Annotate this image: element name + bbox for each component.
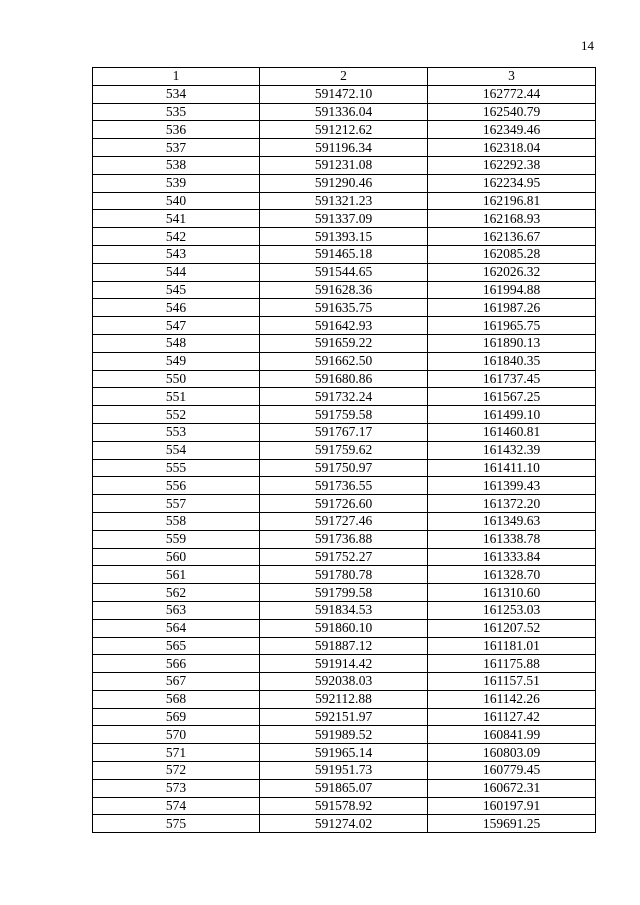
- point-number-cell: 574: [93, 797, 260, 815]
- table-row: [93, 263, 596, 281]
- y-coordinate-cell: 161333.84: [428, 548, 596, 566]
- table-row: [93, 512, 596, 530]
- table-row: [93, 548, 596, 566]
- table-row: [93, 601, 596, 619]
- point-number-cell: 564: [93, 619, 260, 637]
- x-coordinate-cell: 591951.73: [260, 762, 428, 780]
- y-coordinate-cell: 160841.99: [428, 726, 596, 744]
- point-number-cell: 539: [93, 174, 260, 192]
- x-coordinate-cell: 591726.60: [260, 495, 428, 513]
- table-row: [93, 317, 596, 335]
- table-row: [93, 708, 596, 726]
- y-coordinate-cell: 160803.09: [428, 744, 596, 762]
- table-row: [93, 139, 596, 157]
- y-coordinate-cell: 159691.25: [428, 815, 596, 833]
- y-coordinate-cell: 161840.35: [428, 352, 596, 370]
- x-coordinate-cell: 591642.93: [260, 317, 428, 335]
- x-coordinate-cell: 591750.97: [260, 459, 428, 477]
- table-row: [93, 762, 596, 780]
- point-number-cell: 569: [93, 708, 260, 726]
- point-number-cell: 540: [93, 192, 260, 210]
- y-coordinate-cell: 162136.67: [428, 228, 596, 246]
- y-coordinate-cell: 162168.93: [428, 210, 596, 228]
- point-number-cell: 565: [93, 637, 260, 655]
- coordinates-table: [92, 67, 596, 833]
- y-coordinate-cell: 161310.60: [428, 584, 596, 602]
- point-number-cell: 555: [93, 459, 260, 477]
- point-number-cell: 541: [93, 210, 260, 228]
- x-coordinate-cell: 592151.97: [260, 708, 428, 726]
- table-row: [93, 655, 596, 673]
- y-coordinate-cell: 162026.32: [428, 263, 596, 281]
- point-number-cell: 561: [93, 566, 260, 584]
- column-header-1: 1: [93, 68, 260, 86]
- x-coordinate-cell: 591212.62: [260, 121, 428, 139]
- point-number-cell: 548: [93, 334, 260, 352]
- x-coordinate-cell: 591799.58: [260, 584, 428, 602]
- x-coordinate-cell: 591727.46: [260, 512, 428, 530]
- table-body: [93, 85, 596, 832]
- y-coordinate-cell: 161432.39: [428, 441, 596, 459]
- y-coordinate-cell: 160197.91: [428, 797, 596, 815]
- y-coordinate-cell: 161127.42: [428, 708, 596, 726]
- table-row: [93, 281, 596, 299]
- point-number-cell: 552: [93, 406, 260, 424]
- table-row: [93, 584, 596, 602]
- x-coordinate-cell: 591196.34: [260, 139, 428, 157]
- x-coordinate-cell: 591472.10: [260, 85, 428, 103]
- y-coordinate-cell: 161737.45: [428, 370, 596, 388]
- table-row: [93, 299, 596, 317]
- x-coordinate-cell: 592112.88: [260, 690, 428, 708]
- y-coordinate-cell: 161411.10: [428, 459, 596, 477]
- table-row: [93, 103, 596, 121]
- table-row: [93, 566, 596, 584]
- point-number-cell: 551: [93, 388, 260, 406]
- x-coordinate-cell: 591680.86: [260, 370, 428, 388]
- y-coordinate-cell: 161175.88: [428, 655, 596, 673]
- y-coordinate-cell: 161338.78: [428, 530, 596, 548]
- x-coordinate-cell: 591635.75: [260, 299, 428, 317]
- x-coordinate-cell: 591965.14: [260, 744, 428, 762]
- y-coordinate-cell: 161567.25: [428, 388, 596, 406]
- y-coordinate-cell: 161372.20: [428, 495, 596, 513]
- x-coordinate-cell: 591290.46: [260, 174, 428, 192]
- x-coordinate-cell: 591780.78: [260, 566, 428, 584]
- y-coordinate-cell: 162349.46: [428, 121, 596, 139]
- column-header-2: 2: [260, 68, 428, 86]
- point-number-cell: 570: [93, 726, 260, 744]
- y-coordinate-cell: 161965.75: [428, 317, 596, 335]
- x-coordinate-cell: 591662.50: [260, 352, 428, 370]
- y-coordinate-cell: 161253.03: [428, 601, 596, 619]
- table-row: [93, 477, 596, 495]
- x-coordinate-cell: 591544.65: [260, 263, 428, 281]
- table-row: [93, 334, 596, 352]
- y-coordinate-cell: 161499.10: [428, 406, 596, 424]
- point-number-cell: 547: [93, 317, 260, 335]
- table-row: [93, 637, 596, 655]
- y-coordinate-cell: 161890.13: [428, 334, 596, 352]
- y-coordinate-cell: 162292.38: [428, 156, 596, 174]
- x-coordinate-cell: 591628.36: [260, 281, 428, 299]
- point-number-cell: 542: [93, 228, 260, 246]
- point-number-cell: 538: [93, 156, 260, 174]
- table-row: [93, 245, 596, 263]
- y-coordinate-cell: 161328.70: [428, 566, 596, 584]
- point-number-cell: 575: [93, 815, 260, 833]
- x-coordinate-cell: 591860.10: [260, 619, 428, 637]
- point-number-cell: 543: [93, 245, 260, 263]
- x-coordinate-cell: 591321.23: [260, 192, 428, 210]
- x-coordinate-cell: 591736.88: [260, 530, 428, 548]
- point-number-cell: 560: [93, 548, 260, 566]
- y-coordinate-cell: 161349.63: [428, 512, 596, 530]
- point-number-cell: 566: [93, 655, 260, 673]
- point-number-cell: 535: [93, 103, 260, 121]
- column-header-3: 3: [428, 68, 596, 86]
- x-coordinate-cell: 591752.27: [260, 548, 428, 566]
- table-row: [93, 495, 596, 513]
- point-number-cell: 536: [93, 121, 260, 139]
- table-row: [93, 744, 596, 762]
- table-row: [93, 174, 596, 192]
- table-row: [93, 228, 596, 246]
- table-row: [93, 815, 596, 833]
- y-coordinate-cell: 161157.51: [428, 673, 596, 691]
- x-coordinate-cell: 591767.17: [260, 423, 428, 441]
- point-number-cell: 534: [93, 85, 260, 103]
- point-number-cell: 568: [93, 690, 260, 708]
- point-number-cell: 571: [93, 744, 260, 762]
- x-coordinate-cell: 591989.52: [260, 726, 428, 744]
- y-coordinate-cell: 162234.95: [428, 174, 596, 192]
- table-row: [93, 388, 596, 406]
- point-number-cell: 567: [93, 673, 260, 691]
- table-row: [93, 192, 596, 210]
- point-number-cell: 549: [93, 352, 260, 370]
- table-row: [93, 726, 596, 744]
- x-coordinate-cell: 591887.12: [260, 637, 428, 655]
- table-row: [93, 673, 596, 691]
- y-coordinate-cell: 162318.04: [428, 139, 596, 157]
- y-coordinate-cell: 161987.26: [428, 299, 596, 317]
- table-row: [93, 85, 596, 103]
- table-header-row: [93, 68, 596, 86]
- point-number-cell: 546: [93, 299, 260, 317]
- table-row: [93, 797, 596, 815]
- y-coordinate-cell: 161142.26: [428, 690, 596, 708]
- y-coordinate-cell: 162540.79: [428, 103, 596, 121]
- x-coordinate-cell: 591736.55: [260, 477, 428, 495]
- y-coordinate-cell: 160672.31: [428, 779, 596, 797]
- point-number-cell: 553: [93, 423, 260, 441]
- point-number-cell: 562: [93, 584, 260, 602]
- table-row: [93, 352, 596, 370]
- point-number-cell: 573: [93, 779, 260, 797]
- y-coordinate-cell: 161207.52: [428, 619, 596, 637]
- table-row: [93, 210, 596, 228]
- point-number-cell: 556: [93, 477, 260, 495]
- table-row: [93, 441, 596, 459]
- y-coordinate-cell: 161460.81: [428, 423, 596, 441]
- x-coordinate-cell: 591759.62: [260, 441, 428, 459]
- x-coordinate-cell: 591578.92: [260, 797, 428, 815]
- point-number-cell: 558: [93, 512, 260, 530]
- table-row: [93, 423, 596, 441]
- x-coordinate-cell: 591274.02: [260, 815, 428, 833]
- point-number-cell: 559: [93, 530, 260, 548]
- y-coordinate-cell: 161994.88: [428, 281, 596, 299]
- y-coordinate-cell: 162196.81: [428, 192, 596, 210]
- y-coordinate-cell: 161399.43: [428, 477, 596, 495]
- x-coordinate-cell: 591336.04: [260, 103, 428, 121]
- y-coordinate-cell: 162085.28: [428, 245, 596, 263]
- y-coordinate-cell: 160779.45: [428, 762, 596, 780]
- x-coordinate-cell: 591834.53: [260, 601, 428, 619]
- x-coordinate-cell: 591465.18: [260, 245, 428, 263]
- y-coordinate-cell: 162772.44: [428, 85, 596, 103]
- point-number-cell: 557: [93, 495, 260, 513]
- page-number: 14: [581, 38, 594, 53]
- point-number-cell: 537: [93, 139, 260, 157]
- x-coordinate-cell: 591337.09: [260, 210, 428, 228]
- table-row: [93, 690, 596, 708]
- table-row: [93, 779, 596, 797]
- table-row: [93, 156, 596, 174]
- table-row: [93, 530, 596, 548]
- point-number-cell: 572: [93, 762, 260, 780]
- x-coordinate-cell: 592038.03: [260, 673, 428, 691]
- x-coordinate-cell: 591865.07: [260, 779, 428, 797]
- point-number-cell: 545: [93, 281, 260, 299]
- x-coordinate-cell: 591659.22: [260, 334, 428, 352]
- y-coordinate-cell: 161181.01: [428, 637, 596, 655]
- table-row: [93, 406, 596, 424]
- point-number-cell: 563: [93, 601, 260, 619]
- x-coordinate-cell: 591759.58: [260, 406, 428, 424]
- table-row: [93, 370, 596, 388]
- x-coordinate-cell: 591914.42: [260, 655, 428, 673]
- x-coordinate-cell: 591393.15: [260, 228, 428, 246]
- x-coordinate-cell: 591732.24: [260, 388, 428, 406]
- x-coordinate-cell: 591231.08: [260, 156, 428, 174]
- table-row: [93, 459, 596, 477]
- table-row: [93, 121, 596, 139]
- table-row: [93, 619, 596, 637]
- point-number-cell: 550: [93, 370, 260, 388]
- point-number-cell: 544: [93, 263, 260, 281]
- point-number-cell: 554: [93, 441, 260, 459]
